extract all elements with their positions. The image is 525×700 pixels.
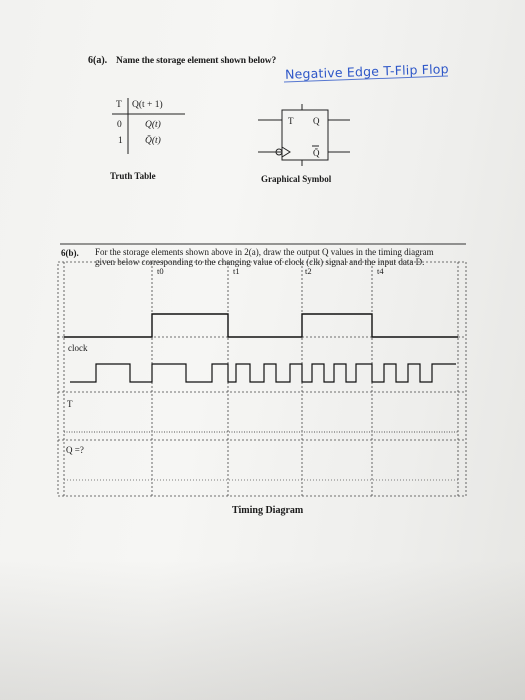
row-label-clock: clock [68,343,88,353]
clock-waveform [70,364,456,382]
row-label-q: Q =? [66,445,84,455]
time-label-t1: t1 [233,266,240,276]
handwritten-answer: Negative Edge T-Flip Flop [284,61,450,82]
flipflop-output-bar-label: Q̄ [313,148,320,158]
truth-table-caption: Truth Table [110,171,156,181]
graphical-symbol-caption: Graphical Symbol [261,174,332,184]
question-a-prompt: Name the storage element shown below? [116,56,277,66]
time-label-t0: t0 [157,266,164,276]
timing-grid [58,262,466,496]
timing-diagram-caption: Timing Diagram [232,505,304,516]
truth-table-header-t: T [116,100,122,110]
question-a-number: 6(a). [88,55,108,66]
flipflop-output-label: Q [313,116,320,126]
row-label-t: T [67,399,73,409]
answer-underline [284,76,448,82]
time-label-t2: t2 [305,266,312,276]
question-b-text: For the storage elements shown above in 2(a), draw the output Q values in the timing diagram given below corresponding to the changing value of clock (clk) signal and the input data D. [95,247,434,267]
truth-table-header-q: Q(t + 1) [132,100,163,110]
flipflop-symbol [258,104,350,166]
truth-table-cell: 0 [117,120,122,130]
reference-waveform [64,314,458,337]
flipflop-input-label: T [288,116,294,126]
truth-table-cell: 1 [118,136,123,146]
truth-table-cell: Q(t) [145,120,161,130]
question-b-number: 6(b). [61,248,79,258]
time-label-t4: t4 [377,266,384,276]
truth-table-cell: Q̄(t) [145,136,161,146]
